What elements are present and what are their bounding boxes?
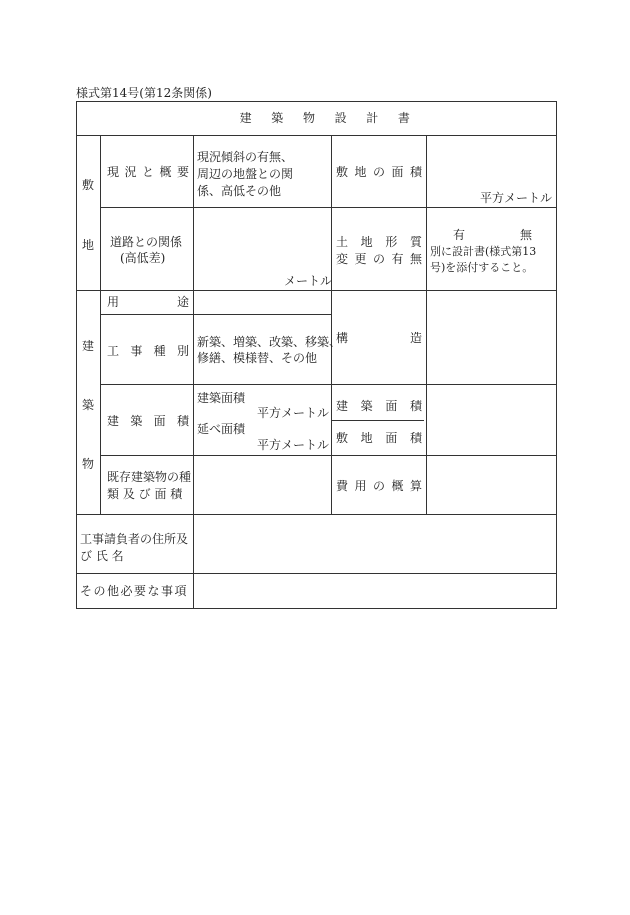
structure-label: 構 造 bbox=[336, 331, 422, 345]
form-heading: 建 築 物 設 計 書 bbox=[239, 111, 410, 125]
construction-type-label: 工 事 種 別 bbox=[107, 344, 189, 358]
border-bottom bbox=[76, 608, 557, 609]
land-change-label-1: 土 地 形 質 bbox=[336, 235, 422, 249]
road-relation-unit: メートル bbox=[284, 274, 333, 288]
current-state-label: 現 況 と 概 要 bbox=[107, 165, 189, 179]
divider bbox=[76, 514, 557, 515]
divider bbox=[100, 455, 557, 456]
coverage-site-area-label: 敷 地 面 積 bbox=[336, 431, 422, 445]
building-area-item: 建築面積 bbox=[197, 391, 246, 405]
building-group-label-2: 築 bbox=[81, 398, 94, 412]
divider bbox=[76, 573, 557, 574]
total-floor-area-unit: 平方メートル bbox=[257, 438, 330, 452]
land-change-note-1: 別に設計書(様式第13 bbox=[430, 245, 537, 258]
divider bbox=[100, 135, 101, 515]
divider bbox=[331, 420, 424, 421]
form-number: 様式第14号(第12条関係) bbox=[76, 86, 212, 100]
current-state-desc-1: 現況傾斜の有無、 bbox=[197, 150, 294, 164]
road-relation-label-1: 道路との関係 bbox=[110, 235, 183, 249]
construction-type-desc-1: 新築、増築、改築、移築、 bbox=[197, 335, 342, 349]
building-group-label-1: 建 bbox=[81, 339, 94, 353]
divider bbox=[76, 290, 557, 291]
divider bbox=[100, 384, 557, 385]
existing-building-label-1: 既存建築物の種 bbox=[107, 470, 192, 484]
road-relation-label-2: (高低差) bbox=[120, 251, 166, 265]
cost-estimate-label: 費 用 の 概 算 bbox=[336, 479, 422, 493]
current-state-desc-2: 周辺の地盤との関 bbox=[197, 167, 294, 181]
site-group-label-2: 地 bbox=[81, 238, 94, 252]
other-matters-label: その他必要な事項 bbox=[80, 584, 189, 598]
divider bbox=[100, 207, 557, 208]
contractor-label-2: び 氏 名 bbox=[80, 549, 124, 563]
existing-building-label-2: 類 及 び 面 積 bbox=[107, 487, 183, 501]
border-right bbox=[556, 101, 557, 609]
border-top bbox=[76, 101, 557, 102]
land-change-option-no: 無 bbox=[520, 228, 533, 242]
site-group-label-1: 敷 bbox=[81, 178, 94, 192]
border-left bbox=[76, 101, 77, 609]
divider bbox=[76, 135, 557, 136]
divider bbox=[426, 135, 427, 515]
construction-type-desc-2: 修繕、模様替、その他 bbox=[197, 351, 318, 365]
building-area-label: 建 築 面 積 bbox=[107, 414, 189, 428]
total-floor-area-item: 延べ面積 bbox=[197, 422, 246, 436]
divider bbox=[331, 135, 332, 515]
land-change-label-2: 変 更 の 有 無 bbox=[336, 252, 422, 266]
land-change-note-2: 号)を添付すること。 bbox=[430, 261, 534, 274]
coverage-building-area-label: 建 築 面 積 bbox=[336, 399, 422, 413]
building-area-unit: 平方メートル bbox=[257, 406, 330, 420]
divider bbox=[100, 314, 331, 315]
site-area-label: 敷 地 の 面 積 bbox=[336, 165, 422, 179]
contractor-label-1: 工事請負者の住所及 bbox=[80, 532, 189, 546]
divider bbox=[193, 135, 194, 609]
site-area-unit: 平方メートル bbox=[480, 191, 553, 205]
current-state-desc-3: 係、高低その他 bbox=[197, 184, 282, 198]
building-group-label-3: 物 bbox=[81, 457, 94, 471]
use-label: 用 途 bbox=[107, 295, 189, 309]
land-change-option-yes: 有 bbox=[453, 228, 466, 242]
